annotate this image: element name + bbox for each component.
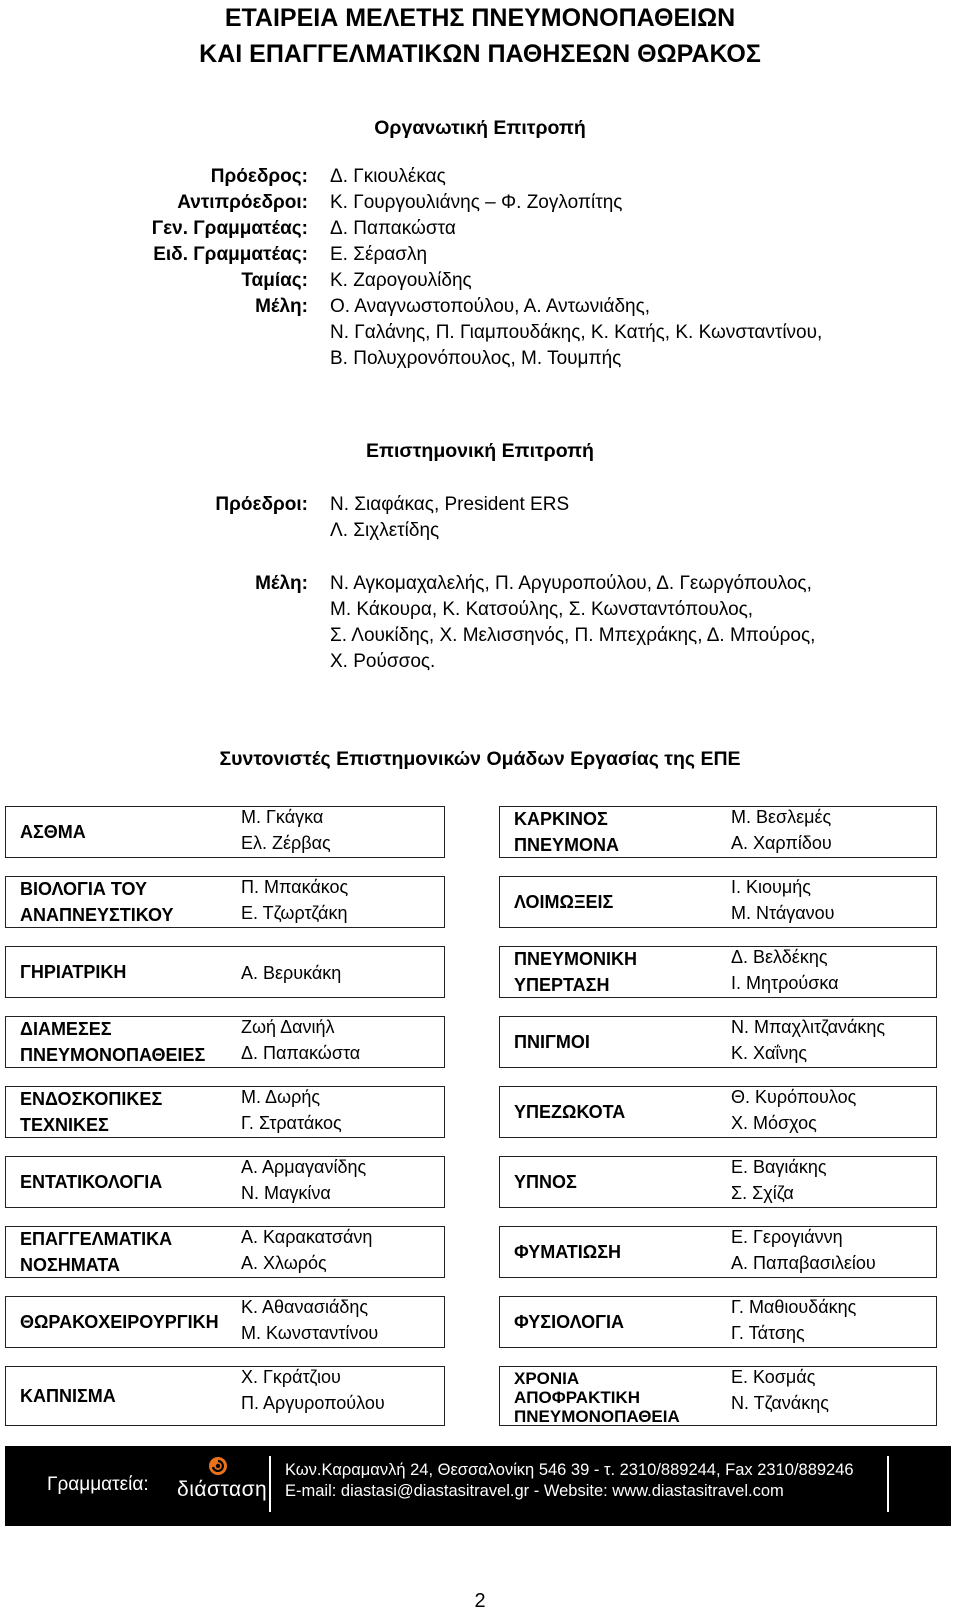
- member-names: Κ. Γουργουλιάνης – Φ. Ζογλοπίτης: [330, 192, 623, 213]
- working-group-topic: ΛΟΙΜΩΞΕΙΣ: [514, 892, 614, 912]
- working-group-cell: [499, 1226, 937, 1278]
- contact-info: [285, 1460, 854, 1502]
- working-group-topic: ΠΝΕΥΜΟΝΙΚΗ ΥΠΕΡΤΑΣΗ: [514, 949, 638, 995]
- working-group-cell: [499, 1086, 937, 1138]
- document-header: [0, 0, 960, 72]
- diastasi-logo-icon: [208, 1456, 228, 1476]
- working-group-coordinators: Μ. Δωρής Γ. Στρατάκος: [241, 1087, 342, 1133]
- role-label: Αντιπρόεδροι:: [177, 192, 308, 213]
- working-group-cell: [5, 1086, 445, 1138]
- working-group-coordinators: Μ. Βεσλεμές Α. Χαρπίδου: [731, 807, 832, 853]
- working-group-coordinators: Α. Αρμαγανίδης Ν. Μαγκίνα: [241, 1157, 367, 1203]
- committee-row: [0, 216, 960, 242]
- committee-row: [0, 190, 960, 216]
- committee-row: [0, 518, 960, 544]
- working-group-cell: [5, 876, 445, 928]
- working-group-coordinators: Δ. Βελδέκης Ι. Μητρούσκα: [731, 947, 839, 993]
- committee-row: [0, 492, 960, 518]
- role-label: Πρόεδρος:: [210, 166, 308, 187]
- committee-row: [0, 294, 960, 320]
- working-group-topic: ΕΝΤΑΤΙΚΟΛΟΓΙΑ: [20, 1172, 163, 1192]
- member-names: Κ. Ζαρογουλίδης: [330, 270, 472, 291]
- working-group-topic: ΔΙΑΜΕΣΕΣ ΠΝΕΥΜΟΝΟΠΑΘΕΙΕΣ: [20, 1019, 206, 1065]
- working-group-cell: [5, 946, 445, 998]
- coordinators-title: Συντονιστές Επιστημονικών Ομάδων Εργασίας της ΕΠΕ: [219, 748, 741, 770]
- role-label: Ταμίας:: [241, 270, 308, 291]
- email-website-line: E-mail: diastasi@diastasitravel.gr - Website: www.diastasitravel.com: [285, 1482, 784, 1500]
- working-group-topic: ΦΥΣΙΟΛΟΓΙΑ: [514, 1312, 624, 1332]
- role-label: Γεν. Γραμματέας:: [151, 218, 308, 239]
- role-label: Πρόεδροι:: [215, 494, 308, 515]
- working-group-topic: ΦΥΜΑΤΙΩΣΗ: [514, 1242, 622, 1262]
- committee-row: [0, 268, 960, 294]
- member-names: Ν. Σιαφάκας, President ERS: [330, 494, 570, 515]
- organizing-committee-title: Οργανωτική Επιτροπή: [374, 117, 586, 139]
- working-group-topic: ΕΝΔΟΣΚΟΠΙΚΕΣ ΤΕΧΝΙΚΕΣ: [20, 1089, 163, 1135]
- working-group-coordinators: Κ. Αθανασιάδης Μ. Κωνσταντίνου: [241, 1297, 379, 1343]
- committee-row: [0, 597, 960, 623]
- working-group-cell: [499, 1296, 937, 1348]
- working-group-topic: ΑΣΘΜΑ: [20, 822, 86, 842]
- member-names: Μ. Κάκουρα, Κ. Κατσούλης, Σ. Κωνσταντόπουλος,: [330, 599, 754, 620]
- working-group-cell: [499, 1156, 937, 1208]
- member-names: Ε. Σέρασλη: [330, 244, 428, 265]
- working-group-cell: [5, 1156, 445, 1208]
- working-group-topic: ΘΩΡΑΚΟΧΕΙΡΟΥΡΓΙΚΗ: [20, 1312, 219, 1332]
- address-line: Κων.Καραμανλή 24, Θεσσαλονίκη 546 39 - τ. 2310/889244, Fax 2310/889246: [285, 1461, 854, 1479]
- working-group-coordinators: Ν. Μπαχλιτζανάκης Κ. Χαΐνης: [731, 1017, 886, 1063]
- role-label: Μέλη:: [255, 573, 308, 594]
- member-names: Δ. Γκιουλέκας: [330, 166, 446, 187]
- working-group-topic: ΥΠΝΟΣ: [514, 1172, 577, 1192]
- working-group-cell: [499, 1016, 937, 1068]
- committee-row: [0, 320, 960, 346]
- working-group-coordinators: Ι. Κιουμής Μ. Ντάγανου: [731, 877, 835, 923]
- member-names: Δ. Παπακώστα: [330, 218, 456, 239]
- footer-divider: [269, 1456, 271, 1512]
- committee-row: [0, 649, 960, 675]
- working-group-cell: [5, 806, 445, 858]
- role-label: Ειδ. Γραμματέας:: [153, 244, 308, 265]
- working-group-topic: ΧΡΟΝΙΑ ΑΠΟΦΡΑΚΤΙΚΗ ΠΝΕΥΜΟΝΟΠΑΘΕΙΑ: [514, 1369, 680, 1426]
- scientific-committee-title: Επιστημονική Επιτροπή: [366, 440, 594, 462]
- working-group-topic: ΕΠΑΓΓΕΛΜΑΤΙΚΑ ΝΟΣΗΜΑΤΑ: [20, 1229, 173, 1275]
- committee-row: [0, 346, 960, 372]
- society-name-line1: ΕΤΑΙΡΕΙΑ ΜΕΛΕΤΗΣ ΠΝΕΥΜΟΝΟΠΑΘΕΙΩΝ: [224, 4, 736, 32]
- working-group-topic: ΠΝΙΓΜΟΙ: [514, 1032, 590, 1052]
- working-group-coordinators: Α. Βερυκάκη: [241, 963, 342, 983]
- member-names: Λ. Σιχλετίδης: [330, 520, 440, 541]
- working-group-topic: ΚΑΡΚΙΝΟΣ ΠΝΕΥΜΟΝΑ: [514, 809, 620, 855]
- committee-row: [0, 242, 960, 268]
- logo-wordmark: διάσταση: [177, 1478, 268, 1501]
- secretariat-footer: [5, 1446, 951, 1526]
- committee-row: [0, 571, 960, 597]
- working-group-coordinators: Μ. Γκάγκα Ελ. Ζέρβας: [241, 807, 331, 853]
- society-name-line2: ΚΑΙ ΕΠΑΓΓΕΛΜΑΤΙΚΩΝ ΠΑΘΗΣΕΩΝ ΘΩΡΑΚΟΣ: [199, 40, 761, 68]
- member-names: Χ. Ρούσσος.: [330, 651, 436, 672]
- working-group-coordinators: Ε. Κοσμάς Ν. Τζανάκης: [731, 1367, 829, 1413]
- working-group-cell: [499, 1366, 937, 1426]
- member-names: Σ. Λουκίδης, Χ. Μελισσηνός, Π. Μπεχράκης, Δ. Μπούρος,: [330, 625, 816, 646]
- working-group-cell: [5, 1016, 445, 1068]
- working-group-topic: ΥΠΕΖΩΚΟΤΑ: [514, 1102, 626, 1122]
- secretariat-label: Γραμματεία:: [47, 1474, 149, 1495]
- member-names: Β. Πολυχρονόπουλος, Μ. Τουμπής: [330, 348, 622, 369]
- working-group-coordinators: Π. Μπακάκος Ε. Τζωρτζάκη: [241, 877, 349, 923]
- working-group-cell: [5, 1226, 445, 1278]
- committee-row: [0, 164, 960, 190]
- working-group-coordinators: Γ. Μαθιουδάκης Γ. Τάτσης: [731, 1297, 857, 1343]
- diastasi-logo: [177, 1454, 272, 1514]
- member-names: Ν. Γαλάνης, Π. Γιαμπουδάκης, Κ. Κατής, Κ. Κωνσταντίνου,: [330, 322, 823, 343]
- footer-divider: [887, 1456, 889, 1512]
- working-group-cell: [499, 876, 937, 928]
- member-names: Ν. Αγκομαχαλελής, Π. Αργυροπούλου, Δ. Γεωργόπουλος,: [330, 573, 812, 594]
- working-group-topic: ΚΑΠΝΙΣΜΑ: [20, 1386, 116, 1406]
- working-group-cell: [499, 946, 937, 998]
- working-group-coordinators: Ε. Βαγιάκης Σ. Σχίζα: [731, 1157, 827, 1203]
- working-group-coordinators: Χ. Γκράτζιου Π. Αργυροπούλου: [241, 1367, 385, 1413]
- working-group-topic: ΒΙΟΛΟΓΙΑ ΤΟΥ ΑΝΑΠΝΕΥΣΤΙΚΟΥ: [20, 879, 174, 925]
- committee-row: [0, 623, 960, 649]
- working-group-cell: [5, 1366, 445, 1426]
- working-group-cell: [499, 806, 937, 858]
- page-number: 2: [474, 1590, 486, 1612]
- working-group-topic: ΓΗΡΙΑΤΡΙΚΗ: [20, 962, 127, 982]
- working-group-cell: [5, 1296, 445, 1348]
- working-group-coordinators: Α. Καρακατσάνη Α. Χλωρός: [241, 1227, 373, 1273]
- working-group-coordinators: Ζωή Δανιήλ Δ. Παπακώστα: [241, 1017, 361, 1063]
- working-group-coordinators: Ε. Γερογιάννη Α. Παπαβασιλείου: [731, 1227, 876, 1273]
- role-label: Μέλη:: [255, 296, 308, 317]
- working-group-coordinators: Θ. Κυρόπουλος Χ. Μόσχος: [731, 1087, 857, 1133]
- member-names: Ο. Αναγνωστοπούλου, Α. Αντωνιάδης,: [330, 296, 651, 317]
